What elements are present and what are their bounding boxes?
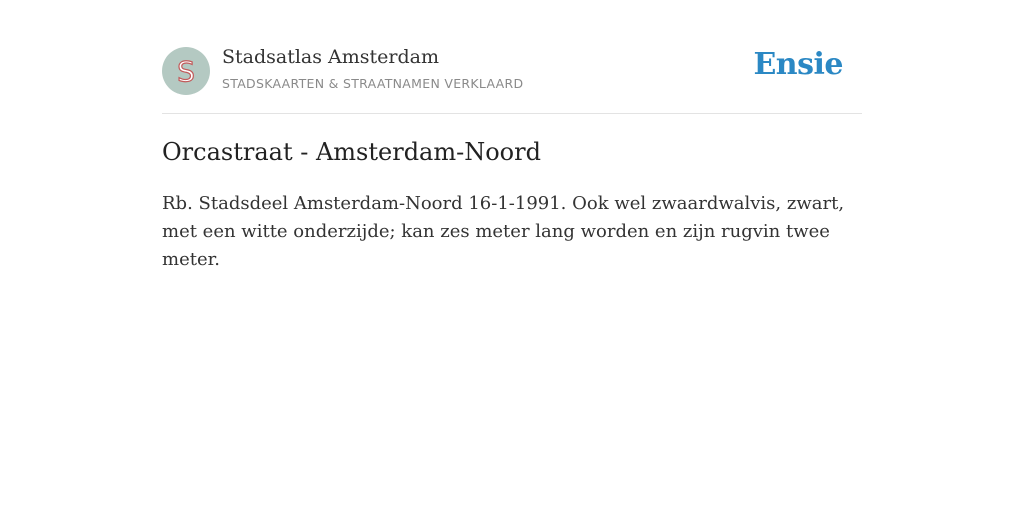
site-title[interactable]: Stadsatlas Amsterdam — [222, 46, 440, 68]
article-title: Orcastraat - Amsterdam-Noord — [162, 138, 541, 166]
avatar[interactable] — [162, 47, 210, 95]
ensie-logo-link[interactable]: Ensie — [753, 47, 843, 82]
article-body: Rb. Stadsdeel Amsterdam-Noord 16-1-1991. Ook wel zwaardwalvis, zwart, met een witte onderzijde; kan zes meter lang worden en zijn rugvin twee meter. — [162, 193, 845, 270]
site-subtitle: STADSKAARTEN & STRAATNAMEN VERKLAARD — [222, 76, 524, 91]
avatar-letter: S — [177, 54, 195, 88]
site-header — [162, 0, 862, 114]
page-container — [162, 0, 862, 270]
